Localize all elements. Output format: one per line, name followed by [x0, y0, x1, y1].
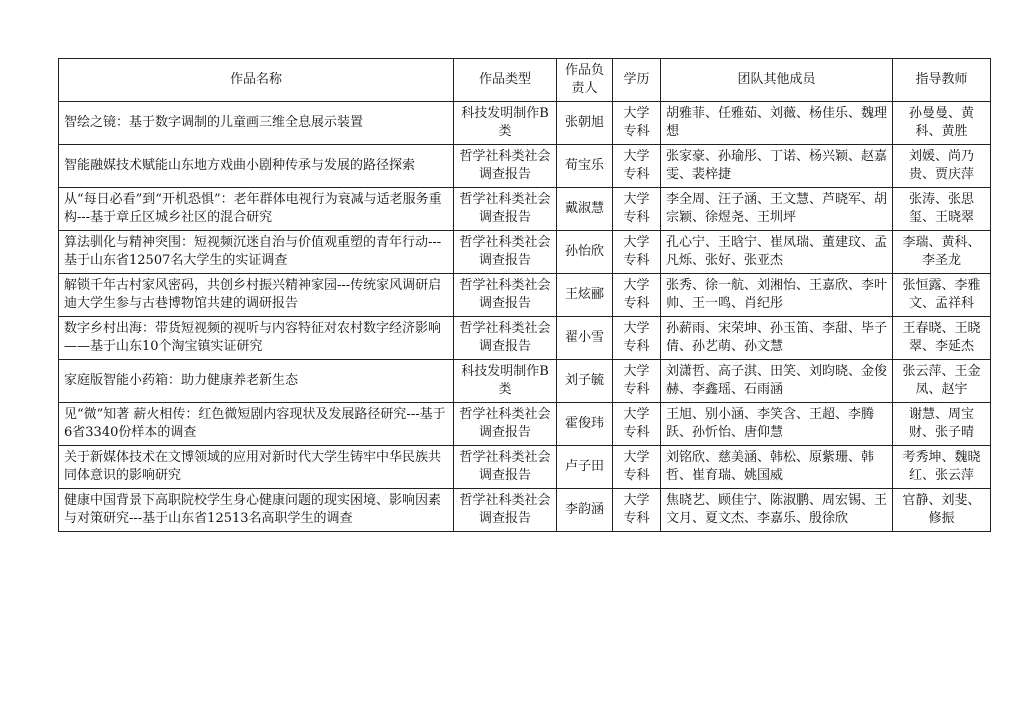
table-row: [59, 102, 991, 145]
cell-type: 哲学社科类社会调查报告: [454, 274, 557, 317]
cell-members: 孔心宁、王晗宁、崔凤瑞、董建玟、孟凡烁、张好、张亚杰: [661, 231, 893, 274]
cell-name: 关于新媒体技术在文博领域的应用对新时代大学生铸牢中华民族共同体意识的影响研究: [59, 446, 454, 489]
cell-type: 哲学社科类社会调查报告: [454, 403, 557, 446]
cell-education: 大学专科: [613, 403, 661, 446]
header-leader: 作品负责人: [557, 59, 613, 102]
cell-education: 大学专科: [613, 145, 661, 188]
table-row: [59, 317, 991, 360]
header-type: 作品类型: [454, 59, 557, 102]
cell-advisor: 孙曼曼、黄科、黄胜: [893, 102, 991, 145]
header-education: 学历: [613, 59, 661, 102]
cell-advisor: 张云萍、王金凤、赵宇: [893, 360, 991, 403]
table-row: [59, 489, 991, 532]
cell-name: 见“微”知著 薪火相传：红色微短剧内容现状及发展路径研究---基于6省3340份样本的调查: [59, 403, 454, 446]
table-row: [59, 231, 991, 274]
table-row: [59, 446, 991, 489]
cell-leader: 霍俊玮: [557, 403, 613, 446]
cell-advisor: 考秀坤、魏晓红、张云萍: [893, 446, 991, 489]
cell-advisor: 李瑞、黄科、李圣龙: [893, 231, 991, 274]
cell-leader: 刘子毓: [557, 360, 613, 403]
cell-advisor: 官静、刘斐、修振: [893, 489, 991, 532]
cell-name: 智绘之镜：基于数字调制的儿童画三维全息展示装置: [59, 102, 454, 145]
cell-name: 从“每日必看”到“开机恐惧”：老年群体电视行为衰减与适老服务重构---基于章丘区城乡社区的混合研究: [59, 188, 454, 231]
cell-education: 大学专科: [613, 489, 661, 532]
cell-leader: 孙怡欣: [557, 231, 613, 274]
cell-type: 哲学社科类社会调查报告: [454, 145, 557, 188]
table-row: [59, 145, 991, 188]
header-advisor: 指导教师: [893, 59, 991, 102]
cell-education: 大学专科: [613, 360, 661, 403]
cell-leader: 卢子田: [557, 446, 613, 489]
cell-leader: 翟小雪: [557, 317, 613, 360]
cell-advisor: 张恒露、李雅文、孟祥科: [893, 274, 991, 317]
cell-leader: 荀宝乐: [557, 145, 613, 188]
cell-name: 家庭版智能小药箱：助力健康养老新生态: [59, 360, 454, 403]
cell-name: 健康中国背景下高职院校学生身心健康问题的现实困境、影响因素与对策研究---基于山东省12513名高职学生的调查: [59, 489, 454, 532]
cell-name: 智能融媒技术赋能山东地方戏曲小剧种传承与发展的路径探索: [59, 145, 454, 188]
header-members: 团队其他成员: [661, 59, 893, 102]
cell-leader: 李韵涵: [557, 489, 613, 532]
header-row: [59, 59, 991, 102]
cell-members: 张家豪、孙瑜彤、丁诺、杨兴颖、赵嘉雯、裴梓捷: [661, 145, 893, 188]
cell-advisor: 张涛、张思玺、王晓翠: [893, 188, 991, 231]
cell-type: 哲学社科类社会调查报告: [454, 317, 557, 360]
cell-members: 刘潇哲、高子淇、田笑、刘昀晓、金俊赫、李鑫瑶、石雨涵: [661, 360, 893, 403]
cell-type: 科技发明制作B类: [454, 360, 557, 403]
cell-education: 大学专科: [613, 102, 661, 145]
cell-education: 大学专科: [613, 317, 661, 360]
cell-advisor: 刘媛、尚乃贵、贾庆萍: [893, 145, 991, 188]
cell-name: 解锁千年古村家风密码，共创乡村振兴精神家园---传统家风调研启迪大学生参与古巷博物馆共建的调研报告: [59, 274, 454, 317]
cell-members: 孙薪雨、宋荣坤、孙玉笛、李甜、毕子倩、孙艺萌、孙文慧: [661, 317, 893, 360]
cell-education: 大学专科: [613, 446, 661, 489]
cell-members: 焦晓艺、顾佳宁、陈淑鹏、周宏锡、王文月、夏文杰、李嘉乐、殷徐欣: [661, 489, 893, 532]
cell-members: 王旭、别小涵、李笑含、王超、李腾跃、孙忻怡、唐仰慧: [661, 403, 893, 446]
cell-members: 刘铭欣、慈美涵、韩松、原紫珊、韩哲、崔育瑞、姚国威: [661, 446, 893, 489]
cell-advisor: 谢慧、周宝财、张子晴: [893, 403, 991, 446]
cell-members: 张秀、徐一航、刘湘怡、王嘉欣、李叶帅、王一鸣、肖纪彤: [661, 274, 893, 317]
cell-leader: 张朝旭: [557, 102, 613, 145]
cell-name: 数字乡村出海：带货短视频的视听与内容特征对农村数字经济影响——基于山东10个淘宝镇实证研究: [59, 317, 454, 360]
cell-type: 哲学社科类社会调查报告: [454, 446, 557, 489]
cell-type: 科技发明制作B类: [454, 102, 557, 145]
table-row: [59, 188, 991, 231]
cell-education: 大学专科: [613, 274, 661, 317]
cell-name: 算法驯化与精神突围：短视频沉迷自治与价值观重塑的青年行动---基于山东省12507名大学生的实证调查: [59, 231, 454, 274]
table-row: [59, 403, 991, 446]
header-name: 作品名称: [59, 59, 454, 102]
cell-education: 大学专科: [613, 231, 661, 274]
cell-leader: 戴淑慧: [557, 188, 613, 231]
table-row: [59, 360, 991, 403]
entries-table: [58, 58, 991, 532]
cell-education: 大学专科: [613, 188, 661, 231]
cell-leader: 王炫郦: [557, 274, 613, 317]
cell-type: 哲学社科类社会调查报告: [454, 231, 557, 274]
table-row: [59, 274, 991, 317]
table-body: [59, 102, 991, 532]
cell-members: 胡雅菲、任雅茹、刘薇、杨佳乐、魏理想: [661, 102, 893, 145]
cell-members: 李全周、汪子涵、王文慧、芦晓军、胡宗颖、徐煜尧、王圳坪: [661, 188, 893, 231]
cell-type: 哲学社科类社会调查报告: [454, 188, 557, 231]
cell-advisor: 王春晓、王晓翠、李延杰: [893, 317, 991, 360]
cell-type: 哲学社科类社会调查报告: [454, 489, 557, 532]
